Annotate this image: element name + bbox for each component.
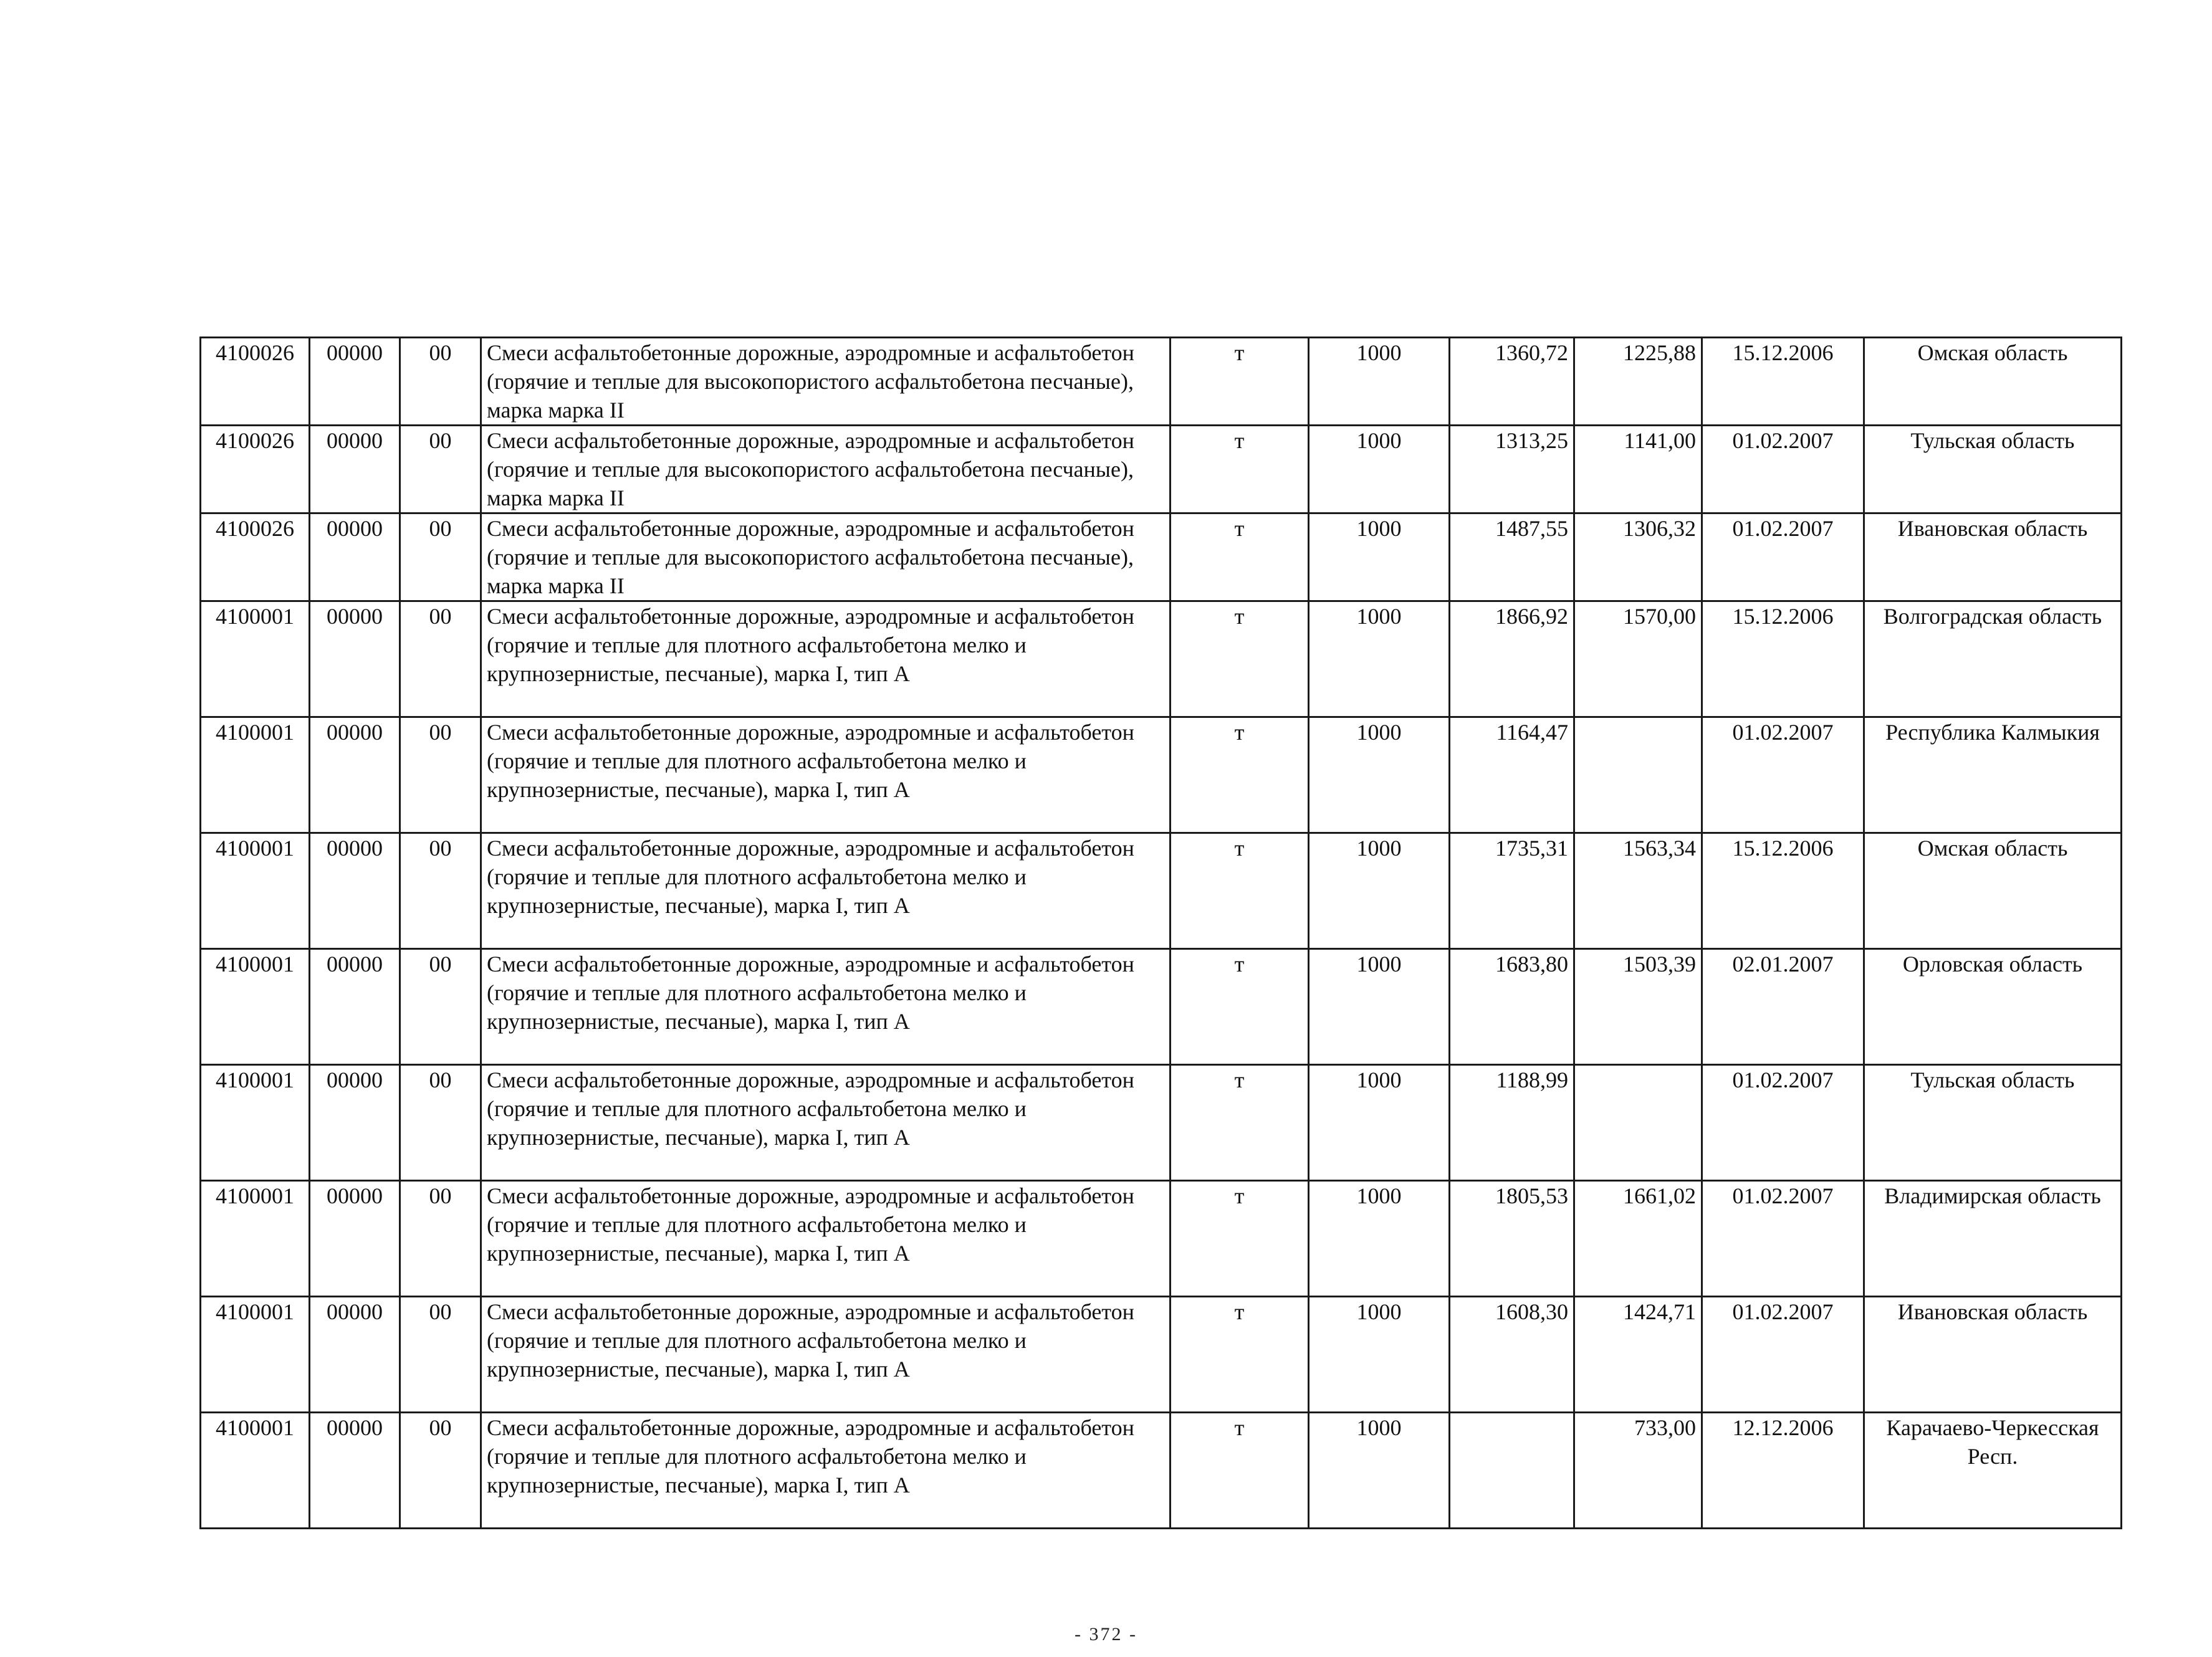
sub-code-cell: 00000 — [310, 513, 400, 601]
price-2-cell — [1574, 717, 1702, 833]
price-cell: 1866,92 — [1450, 601, 1574, 717]
price-2-cell: 1563,34 — [1574, 833, 1702, 949]
sub-code-2-cell: 00 — [400, 1413, 481, 1529]
code-cell: 4100001 — [201, 949, 310, 1065]
table-row — [201, 513, 2122, 601]
date-cell: 02.01.2007 — [1702, 949, 1864, 1065]
price-cell: 1188,99 — [1450, 1065, 1574, 1181]
sub-code-cell: 00000 — [310, 601, 400, 717]
quantity-cell: 1000 — [1309, 949, 1450, 1065]
sub-code-2-cell: 00 — [400, 1297, 481, 1413]
unit-cell: т — [1171, 601, 1309, 717]
description-cell: Смеси асфальтобетонные дорожные, аэродромные и асфальтобетон (горячие и теплые для плотного асфальтобетона мелко и крупнозернистые, песчаные), марка I, тип А — [481, 1297, 1171, 1413]
quantity-cell: 1000 — [1309, 833, 1450, 949]
quantity-cell: 1000 — [1309, 1181, 1450, 1297]
region-cell: Тульская область — [1864, 426, 2122, 513]
sub-code-cell: 00000 — [310, 338, 400, 426]
quantity-cell: 1000 — [1309, 1413, 1450, 1529]
unit-cell: т — [1171, 717, 1309, 833]
date-cell: 15.12.2006 — [1702, 833, 1864, 949]
date-cell: 15.12.2006 — [1702, 338, 1864, 426]
code-cell: 4100001 — [201, 1065, 310, 1181]
date-cell: 01.02.2007 — [1702, 426, 1864, 513]
region-cell: Орловская область — [1864, 949, 2122, 1065]
table-row — [201, 338, 2122, 426]
quantity-cell: 1000 — [1309, 601, 1450, 717]
code-cell: 4100001 — [201, 1181, 310, 1297]
code-cell: 4100001 — [201, 601, 310, 717]
sub-code-cell: 00000 — [310, 1065, 400, 1181]
description-cell: Смеси асфальтобетонные дорожные, аэродромные и асфальтобетон (горячие и теплые для плотного асфальтобетона мелко и крупнозернистые, песчаные), марка I, тип А — [481, 949, 1171, 1065]
sub-code-cell: 00000 — [310, 1413, 400, 1529]
quantity-cell: 1000 — [1309, 1065, 1450, 1181]
description-cell: Смеси асфальтобетонные дорожные, аэродромные и асфальтобетон (горячие и теплые для высокопористого асфальтобетона песчаные), марка марка II — [481, 513, 1171, 601]
unit-cell: т — [1171, 1297, 1309, 1413]
description-cell: Смеси асфальтобетонные дорожные, аэродромные и асфальтобетон (горячие и теплые для плотного асфальтобетона мелко и крупнозернистые, песчаные), марка I, тип А — [481, 601, 1171, 717]
sub-code-cell: 00000 — [310, 426, 400, 513]
quantity-cell: 1000 — [1309, 717, 1450, 833]
date-cell: 01.02.2007 — [1702, 717, 1864, 833]
unit-cell: т — [1171, 833, 1309, 949]
price-cell: 1683,80 — [1450, 949, 1574, 1065]
date-cell: 01.02.2007 — [1702, 1181, 1864, 1297]
table-row — [201, 833, 2122, 949]
sub-code-2-cell: 00 — [400, 949, 481, 1065]
description-cell: Смеси асфальтобетонные дорожные, аэродромные и асфальтобетон (горячие и теплые для плотного асфальтобетона мелко и крупнозернистые, песчаные), марка I, тип А — [481, 1181, 1171, 1297]
price-cell: 1487,55 — [1450, 513, 1574, 601]
date-cell: 12.12.2006 — [1702, 1413, 1864, 1529]
description-cell: Смеси асфальтобетонные дорожные, аэродромные и асфальтобетон (горячие и теплые для плотного асфальтобетона мелко и крупнозернистые, песчаные), марка I, тип А — [481, 717, 1171, 833]
region-cell: Омская область — [1864, 338, 2122, 426]
sub-code-2-cell: 00 — [400, 1181, 481, 1297]
date-cell: 01.02.2007 — [1702, 1297, 1864, 1413]
price-cell: 1360,72 — [1450, 338, 1574, 426]
unit-cell: т — [1171, 426, 1309, 513]
price-table — [199, 337, 2122, 1529]
unit-cell: т — [1171, 513, 1309, 601]
code-cell: 4100026 — [201, 513, 310, 601]
price-cell: 1608,30 — [1450, 1297, 1574, 1413]
date-cell: 01.02.2007 — [1702, 1065, 1864, 1181]
price-2-cell: 733,00 — [1574, 1413, 1702, 1529]
sub-code-2-cell: 00 — [400, 833, 481, 949]
region-cell: Омская область — [1864, 833, 2122, 949]
table-row — [201, 1181, 2122, 1297]
table-row — [201, 949, 2122, 1065]
date-cell: 15.12.2006 — [1702, 601, 1864, 717]
table-row — [201, 1297, 2122, 1413]
code-cell: 4100001 — [201, 833, 310, 949]
quantity-cell: 1000 — [1309, 338, 1450, 426]
code-cell: 4100001 — [201, 717, 310, 833]
date-cell: 01.02.2007 — [1702, 513, 1864, 601]
description-cell: Смеси асфальтобетонные дорожные, аэродромные и асфальтобетон (горячие и теплые для высокопористого асфальтобетона песчаные), марка марка II — [481, 338, 1171, 426]
region-cell: Владимирская область — [1864, 1181, 2122, 1297]
code-cell: 4100026 — [201, 426, 310, 513]
sub-code-2-cell: 00 — [400, 338, 481, 426]
price-2-cell — [1574, 1065, 1702, 1181]
code-cell: 4100001 — [201, 1297, 310, 1413]
unit-cell: т — [1171, 1413, 1309, 1529]
region-cell: Волгоградская область — [1864, 601, 2122, 717]
price-cell: 1735,31 — [1450, 833, 1574, 949]
quantity-cell: 1000 — [1309, 1297, 1450, 1413]
unit-cell: т — [1171, 1181, 1309, 1297]
price-2-cell: 1503,39 — [1574, 949, 1702, 1065]
price-2-cell: 1225,88 — [1574, 338, 1702, 426]
description-cell: Смеси асфальтобетонные дорожные, аэродромные и асфальтобетон (горячие и теплые для высокопористого асфальтобетона песчаные), марка марка II — [481, 426, 1171, 513]
sub-code-cell: 00000 — [310, 717, 400, 833]
sub-code-cell: 00000 — [310, 949, 400, 1065]
price-cell: 1313,25 — [1450, 426, 1574, 513]
table-row — [201, 1065, 2122, 1181]
quantity-cell: 1000 — [1309, 426, 1450, 513]
region-cell: Ивановская область — [1864, 1297, 2122, 1413]
sub-code-2-cell: 00 — [400, 717, 481, 833]
region-cell: Тульская область — [1864, 1065, 2122, 1181]
price-2-cell: 1661,02 — [1574, 1181, 1702, 1297]
code-cell: 4100001 — [201, 1413, 310, 1529]
sub-code-2-cell: 00 — [400, 601, 481, 717]
price-2-cell: 1570,00 — [1574, 601, 1702, 717]
sub-code-2-cell: 00 — [400, 513, 481, 601]
region-cell: Ивановская область — [1864, 513, 2122, 601]
unit-cell: т — [1171, 338, 1309, 426]
sub-code-2-cell: 00 — [400, 1065, 481, 1181]
price-cell: 1164,47 — [1450, 717, 1574, 833]
table-row — [201, 717, 2122, 833]
unit-cell: т — [1171, 949, 1309, 1065]
code-cell: 4100026 — [201, 338, 310, 426]
price-cell — [1450, 1413, 1574, 1529]
price-2-cell: 1141,00 — [1574, 426, 1702, 513]
sub-code-cell: 00000 — [310, 1181, 400, 1297]
table-row — [201, 426, 2122, 513]
sub-code-cell: 00000 — [310, 1297, 400, 1413]
sub-code-cell: 00000 — [310, 833, 400, 949]
region-cell: Карачаево-Черкесская Респ. — [1864, 1413, 2122, 1529]
sub-code-2-cell: 00 — [400, 426, 481, 513]
region-cell: Республика Калмыкия — [1864, 717, 2122, 833]
unit-cell: т — [1171, 1065, 1309, 1181]
price-cell: 1805,53 — [1450, 1181, 1574, 1297]
table-row — [201, 1413, 2122, 1529]
quantity-cell: 1000 — [1309, 513, 1450, 601]
price-2-cell: 1424,71 — [1574, 1297, 1702, 1413]
page-number: - 372 - — [1075, 1624, 1137, 1645]
description-cell: Смеси асфальтобетонные дорожные, аэродромные и асфальтобетон (горячие и теплые для плотного асфальтобетона мелко и крупнозернистые, песчаные), марка I, тип А — [481, 1065, 1171, 1181]
table-row — [201, 601, 2122, 717]
description-cell: Смеси асфальтобетонные дорожные, аэродромные и асфальтобетон (горячие и теплые для плотного асфальтобетона мелко и крупнозернистые, песчаные), марка I, тип А — [481, 1413, 1171, 1529]
description-cell: Смеси асфальтобетонные дорожные, аэродромные и асфальтобетон (горячие и теплые для плотного асфальтобетона мелко и крупнозернистые, песчаные), марка I, тип А — [481, 833, 1171, 949]
price-2-cell: 1306,32 — [1574, 513, 1702, 601]
